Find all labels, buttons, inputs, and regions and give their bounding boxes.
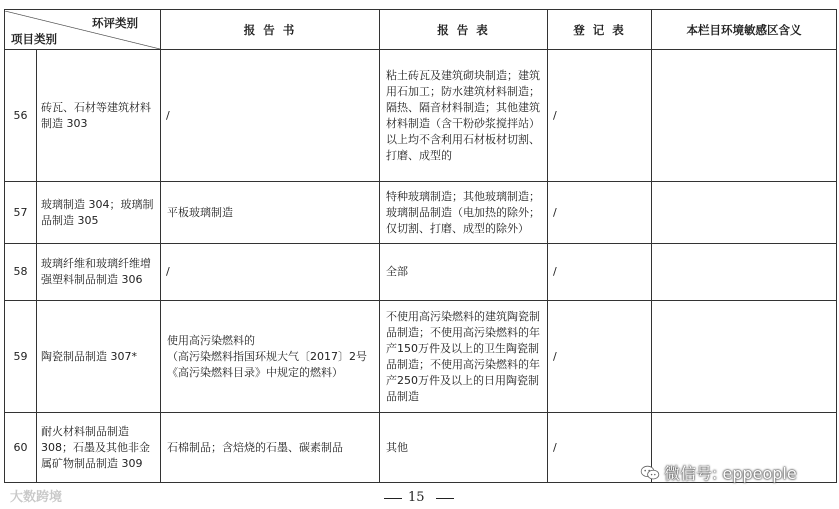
watermark-left-text: 大数跨境 <box>10 490 63 505</box>
table-row <box>5 244 837 301</box>
table-row <box>5 182 837 244</box>
col-header-report-form: 报 告 表 <box>380 10 548 50</box>
wechat-icon <box>640 465 660 481</box>
row-number: 59 <box>5 301 37 413</box>
project-category: 陶瓷制品制造 307* <box>37 301 161 413</box>
project-category: 玻璃制造 304；玻璃制品制造 305 <box>37 182 161 244</box>
report-book-cell: 使用高污染燃料的 （高污染燃料指国环规大气〔2017〕2号《高污染燃料目录》中规定的燃料） <box>161 301 380 413</box>
report-book-cell: / <box>161 244 380 301</box>
sensitive-area-cell <box>652 244 837 301</box>
registration-cell: / <box>548 50 652 182</box>
col-header-report-book: 报 告 书 <box>161 10 380 50</box>
row-number: 58 <box>5 244 37 301</box>
table-row <box>5 50 837 182</box>
row-number: 56 <box>5 50 37 182</box>
diag-top-label: 环评类别 <box>92 15 138 30</box>
report-form-cell: 不使用高污染燃料的建筑陶瓷制品制造；不使用高污染燃料的年产150万件及以上的卫生陶瓷制品制造；不使用高污染燃料的年产250万件及以上的日用陶瓷制品制造 <box>380 301 548 413</box>
footer-dash-left <box>384 498 402 499</box>
registration-cell: / <box>548 301 652 413</box>
project-category: 砖瓦、石材等建筑材料制造 303 <box>37 50 161 182</box>
header-row <box>5 10 837 50</box>
table-row <box>5 301 837 413</box>
col-header-sensitive-area: 本栏目环境敏感区含义 <box>652 10 837 50</box>
report-form-cell: 全部 <box>380 244 548 301</box>
watermark-right <box>640 461 797 484</box>
report-book-cell: / <box>161 50 380 182</box>
watermark-left <box>10 486 62 505</box>
registration-cell: / <box>548 413 652 483</box>
project-category: 耐火材料制品制造 308；石墨及其他非金属矿物制品制造 309 <box>37 413 161 483</box>
registration-cell: / <box>548 182 652 244</box>
page-number: 15 <box>408 490 425 505</box>
sensitive-area-cell <box>652 50 837 182</box>
project-category: 玻璃纤维和玻璃纤维增强塑料制品制造 306 <box>37 244 161 301</box>
classification-table <box>4 9 837 483</box>
diag-bottom-label: 项目类别 <box>11 31 57 46</box>
sensitive-area-cell <box>652 301 837 413</box>
diagonal-header-cell <box>5 10 161 50</box>
registration-cell: / <box>548 244 652 301</box>
watermark-right-text: 微信号: eppeople <box>664 464 797 483</box>
footer-dash-right <box>436 498 454 499</box>
col-header-registration: 登 记 表 <box>548 10 652 50</box>
report-form-cell: 其他 <box>380 413 548 483</box>
sensitive-area-cell <box>652 182 837 244</box>
row-number: 57 <box>5 182 37 244</box>
report-book-cell: 平板玻璃制造 <box>161 182 380 244</box>
row-number: 60 <box>5 413 37 483</box>
report-form-cell: 粘土砖瓦及建筑砌块制造；建筑用石加工；防水建筑材料制造；隔热、隔音材料制造；其他建筑材料制造（含干粉砂浆搅拌站） 以上均不含利用石材板材切割、打磨、成型的 <box>380 50 548 182</box>
report-form-cell: 特种玻璃制造；其他玻璃制造；玻璃制品制造（电加热的除外；仅切割、打磨、成型的除外） <box>380 182 548 244</box>
report-book-cell: 石棉制品；含焙烧的石墨、碳素制品 <box>161 413 380 483</box>
